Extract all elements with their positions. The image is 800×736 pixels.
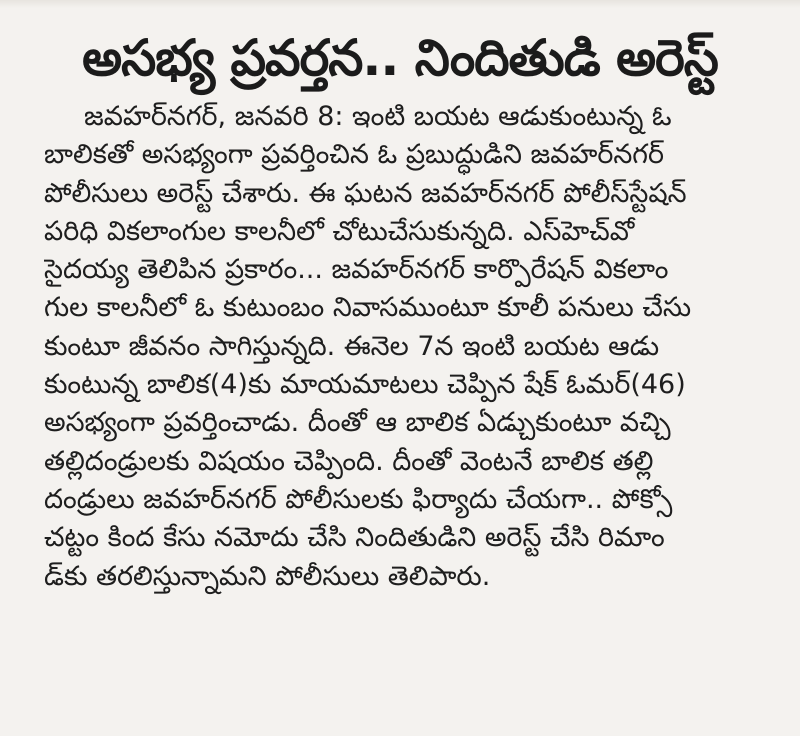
- article-line: కుంటూ జీవనం సాగిస్తున్నది. ఈనెల 7న ఇంటి బయట ఆడు: [44, 330, 660, 362]
- article-line: పరిధి వికలాంగుల కాలనీలో చోటుచేసుకున్నది. ఎస్‌హెచ్‌వో: [44, 215, 635, 247]
- article-line: జవహర్‌నగర్, జనవరి 8: ఇంటి బయట ఆడుకుంటున్న ఓ: [84, 101, 672, 132]
- headline: అసభ్య ప్రవర్తన.. నిందితుడి అరెస్ట్: [82, 29, 718, 87]
- article-line: సైదయ్య తెలిపిన ప్రకారం... జవహర్‌నగర్ కార్పొరేషన్ వికలాం: [44, 254, 669, 286]
- article-line: దండ్రులు జవహర్‌నగర్ పోలీసులకు ఫిర్యాదు చేయగా.. పోక్సో: [44, 483, 673, 515]
- article-line: కుంటున్న బాలిక(4)కు మాయమాటలు చెప్పిన షేక్ ఓమర్(46): [44, 369, 686, 401]
- article-line: తల్లిదండ్రులకు విషయం చెప్పింది. దీంతో వెంటనే బాలిక తల్లి: [44, 445, 654, 477]
- article-line: పోలీసులు అరెస్ట్ చేశారు. ఈ ఘటన జవహర్‌నగర్ పోలీస్‌స్టేషన్: [44, 177, 687, 209]
- article-line: అసభ్యంగా ప్రవర్తించాడు. దీంతో ఆ బాలిక ఏడ్చుకుంటూ వచ్చి: [44, 407, 671, 439]
- article-body: [44, 98, 764, 596]
- article-line: డ్‌కు తరలిస్తున్నామని పోలీసులు తెలిపారు.: [44, 560, 491, 592]
- clipping-top-edge: [0, 0, 800, 8]
- article-line: చట్టం కింద కేసు నమోదు చేసి నిందితుడిని అరెస్ట్ చేసి రిమాం: [44, 522, 665, 554]
- article-line: గుల కాలనీలో ఓ కుటుంబం నివాసముంటూ కూలీ పనులు చేసు: [44, 292, 692, 324]
- article-line: బాలికతో అసభ్యంగా ప్రవర్తించిన ఓ ప్రబుద్ధుడిని జవహర్‌నగర్: [44, 139, 665, 171]
